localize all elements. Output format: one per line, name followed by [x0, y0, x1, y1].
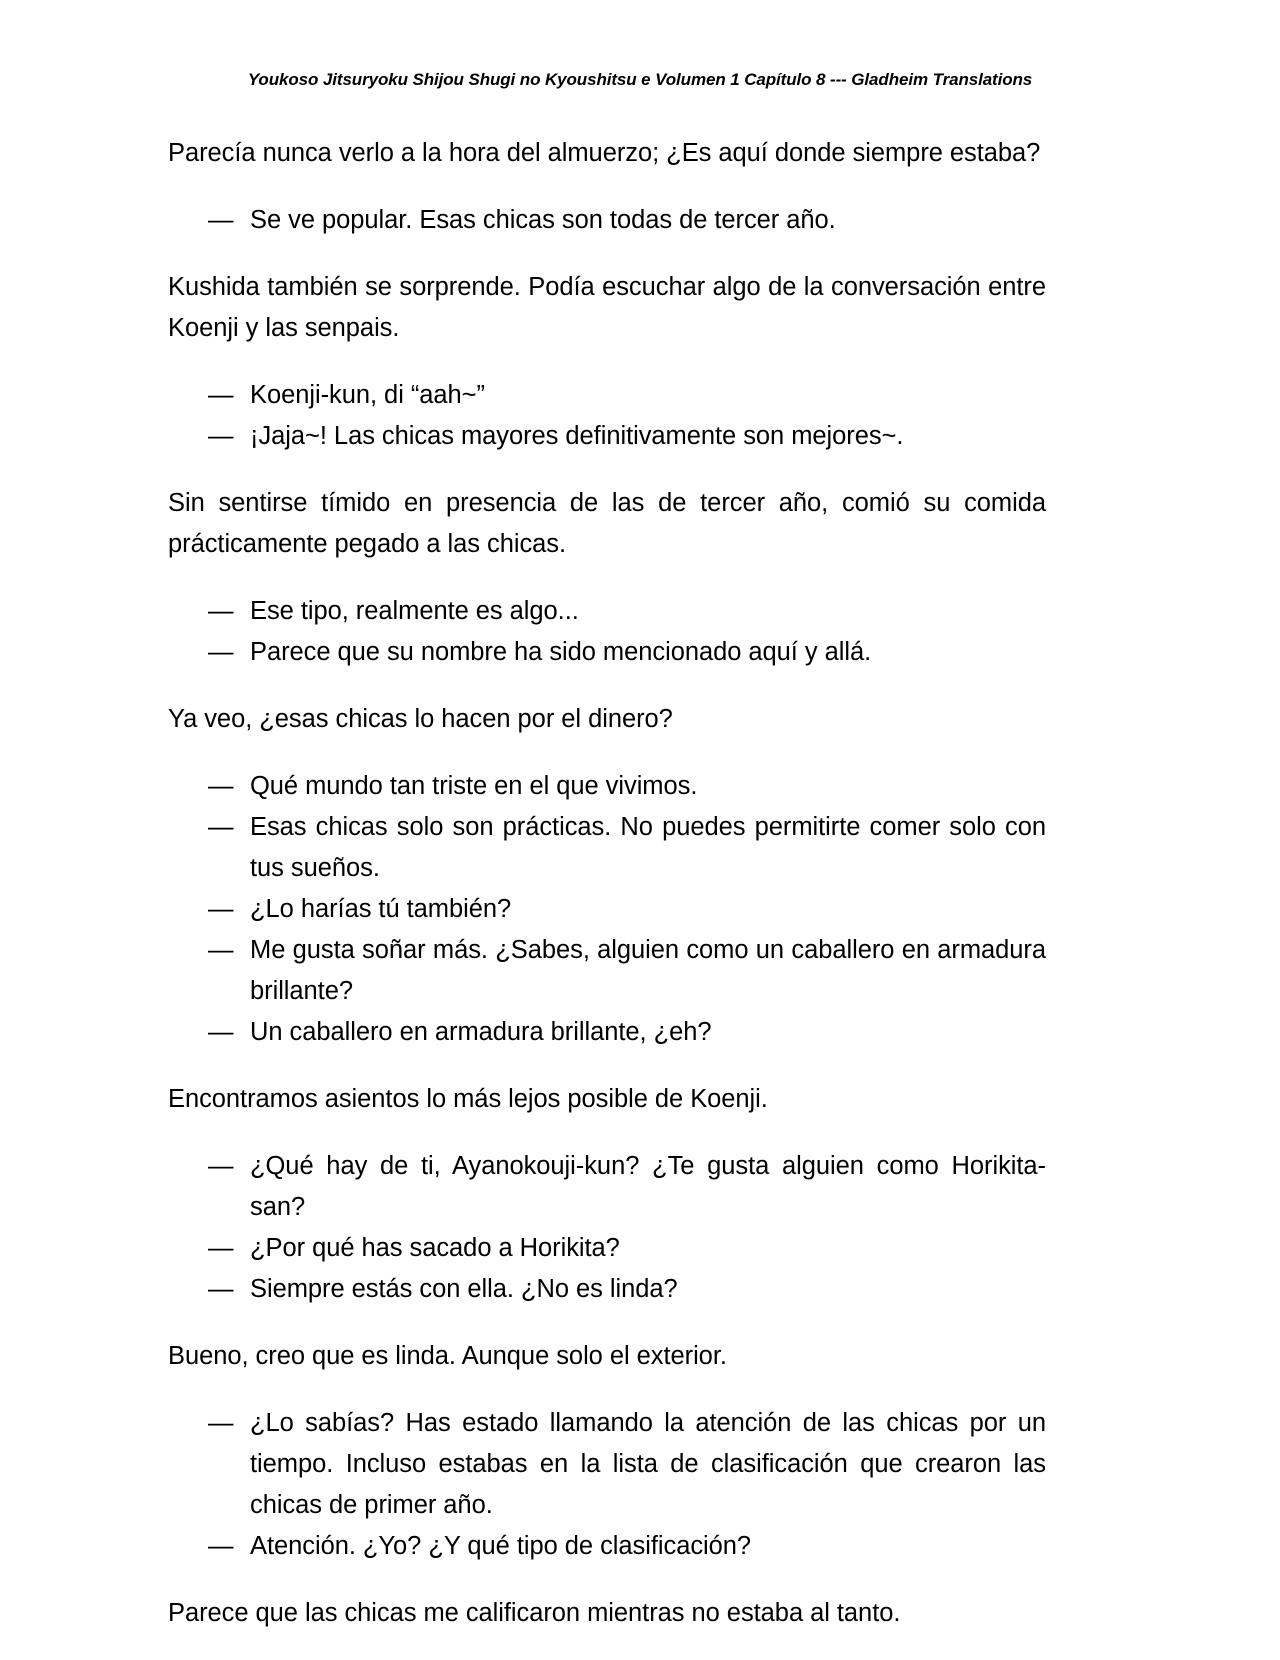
em-dash-icon: —	[208, 936, 234, 964]
narration-paragraph: Parece que las chicas me calificaron mientras no estaba al tanto.	[168, 1599, 901, 1627]
dialogue-line	[208, 1403, 1046, 1526]
dialogue-text: Atención. ¿Yo? ¿Y qué tipo de clasificación?	[250, 1532, 752, 1560]
dialogue-text: Parece que su nombre ha sido mencionado aquí y allá.	[250, 638, 872, 666]
em-dash-icon: —	[208, 1152, 234, 1180]
document-body	[168, 133, 1046, 1660]
dialogue-text: Me gusta soñar más. ¿Sabes, alguien como un caballero en armadura brillante?	[250, 936, 1046, 1005]
dialogue-text: Koenji-kun, di “aah~”	[250, 381, 485, 409]
dialogue-block	[168, 200, 1046, 241]
dialogue-line	[208, 1526, 1046, 1567]
dialogue-line	[208, 632, 1046, 673]
dialogue-line	[208, 930, 1046, 1012]
dialogue-text: Qué mundo tan triste en el que vivimos.	[250, 772, 698, 800]
em-dash-icon: —	[208, 638, 234, 666]
em-dash-icon: —	[208, 1018, 234, 1046]
narration-paragraph: Encontramos asientos lo más lejos posible de Koenji.	[168, 1085, 768, 1113]
dialogue-line	[208, 889, 1046, 930]
dialogue-text: ¿Lo harías tú también?	[250, 895, 512, 923]
dialogue-text: ¡Jaja~! Las chicas mayores definitivamente son mejores~.	[250, 422, 904, 450]
em-dash-icon: —	[208, 1234, 234, 1262]
dialogue-line	[208, 807, 1046, 889]
em-dash-icon: —	[208, 1409, 234, 1437]
dialogue-text: ¿Qué hay de ti, Ayanokouji-kun? ¿Te gusta alguien como Horikita-san?	[250, 1152, 1046, 1221]
dialogue-line	[208, 766, 1046, 807]
dialogue-text: ¿Lo sabías? Has estado llamando la atención de las chicas por un tiempo. Incluso estabas en la lista de clasificación que crearon las chicas de primer año.	[250, 1409, 1046, 1519]
dialogue-text: ¿Por qué has sacado a Horikita?	[250, 1234, 620, 1262]
dialogue-block	[168, 1403, 1046, 1567]
em-dash-icon: —	[208, 422, 234, 450]
dialogue-text: Ese tipo, realmente es algo...	[250, 597, 579, 625]
dialogue-block	[168, 1146, 1046, 1310]
em-dash-icon: —	[208, 772, 234, 800]
dialogue-text: Esas chicas solo son prácticas. No puedes permitirte comer solo con tus sueños.	[250, 813, 1046, 882]
dialogue-block	[168, 375, 1046, 457]
narration-paragraph: Kushida también se sorprende. Podía escuchar algo de la conversación entre Koenji y las senpais.	[168, 273, 1046, 342]
running-head: Youkoso Jitsuryoku Shijou Shugi no Kyoushitsu e Volumen 1 Capítulo 8 --- Gladheim Translations	[247, 70, 1033, 89]
dialogue-text: Siempre estás con ella. ¿No es linda?	[250, 1275, 678, 1303]
dialogue-line	[208, 375, 1046, 416]
dialogue-block	[168, 766, 1046, 1053]
dialogue-line	[208, 1269, 1046, 1310]
em-dash-icon: —	[208, 381, 234, 409]
em-dash-icon: —	[208, 597, 234, 625]
dialogue-line	[208, 1228, 1046, 1269]
narration-paragraph: Ya veo, ¿esas chicas lo hacen por el dinero?	[168, 705, 673, 733]
em-dash-icon: —	[208, 206, 234, 234]
dialogue-text: Se ve popular. Esas chicas son todas de tercer año.	[250, 206, 836, 234]
dialogue-text: Un caballero en armadura brillante, ¿eh?	[250, 1018, 712, 1046]
narration-paragraph: Bueno, creo que es linda. Aunque solo el exterior.	[168, 1342, 727, 1370]
em-dash-icon: —	[208, 895, 234, 923]
dialogue-line	[208, 200, 1046, 241]
em-dash-icon: —	[208, 1532, 234, 1560]
dialogue-line	[208, 1012, 1046, 1053]
dialogue-line	[208, 591, 1046, 632]
em-dash-icon: —	[208, 1275, 234, 1303]
dialogue-line	[208, 1146, 1046, 1228]
em-dash-icon: —	[208, 813, 234, 841]
narration-paragraph: Sin sentirse tímido en presencia de las de tercer año, comió su comida prácticamente pegado a las chicas.	[168, 489, 1046, 558]
dialogue-line	[208, 416, 1046, 457]
dialogue-block	[168, 591, 1046, 673]
narration-paragraph: Parecía nunca verlo a la hora del almuerzo; ¿Es aquí donde siempre estaba?	[168, 139, 1041, 167]
